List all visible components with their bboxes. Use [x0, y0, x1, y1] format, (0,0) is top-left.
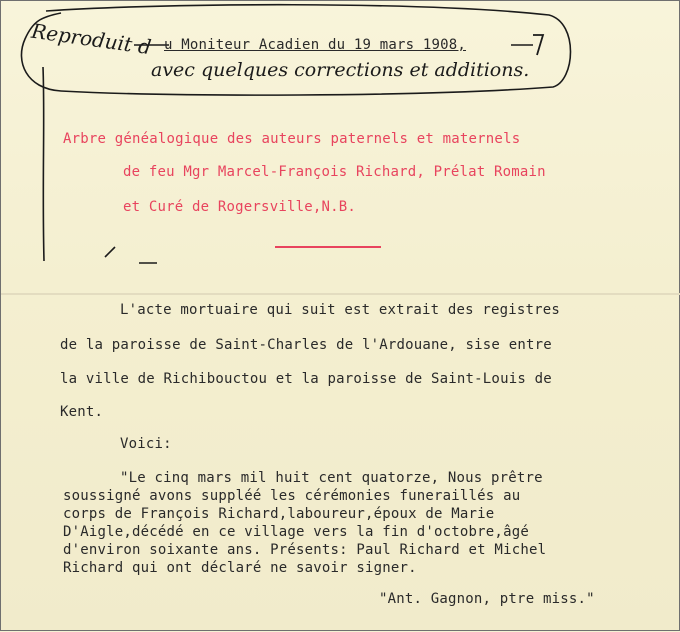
body-line-2: de la paroisse de Saint-Charles de l'Ardouane, sise entre — [60, 337, 552, 353]
quote-line-6: Richard qui ont déclaré ne savoir signer. — [63, 560, 417, 576]
handwritten-note: avec quelques corrections et additions. — [151, 59, 530, 81]
title-line-3: et Curé de Rogersville,N.B. — [123, 199, 356, 215]
body-line-4: Kent. — [60, 404, 104, 420]
handwritten-prefix: Reproduit d — [29, 18, 153, 60]
title-divider — [275, 246, 381, 248]
quote-line-3: corps de François Richard,laboureur,époux de Marie — [63, 506, 495, 522]
signature: "Ant. Gagnon, ptre miss." — [379, 591, 595, 607]
title-line-1: Arbre généalogique des auteurs paternels et maternels — [63, 131, 521, 147]
header-source-line: u Moniteur Acadien du 19 mars 1908, — [164, 37, 467, 53]
body-line-1: L'acte mortuaire qui suit est extrait des registres — [120, 302, 561, 318]
quote-line-2: soussigné avons suppléé les cérémonies funeraillés au — [63, 488, 521, 504]
title-line-2: de feu Mgr Marcel-François Richard, Prélat Romain — [123, 164, 546, 180]
quote-line-1: "Le cinq mars mil huit cent quatorze, Nous prêtre — [120, 470, 543, 486]
body-line-3: la ville de Richibouctou et la paroisse de Saint-Louis de — [60, 371, 552, 387]
quote-line-5: d'environ soixante ans. Présents: Paul Richard et Michel — [63, 542, 547, 558]
quote-line-4: D'Aigle,décédé en ce village vers la fin d'octobre,âgé — [63, 524, 529, 540]
voici-label: Voici: — [120, 436, 172, 452]
